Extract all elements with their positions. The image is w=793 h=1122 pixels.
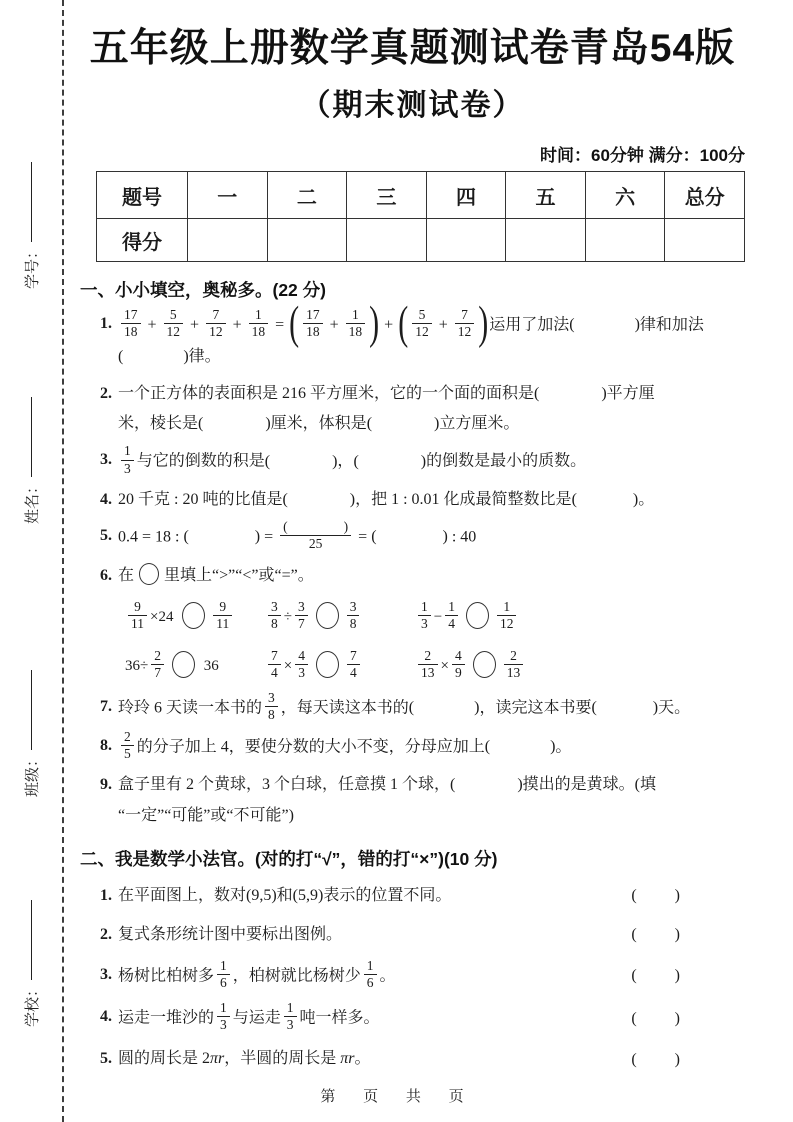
judge-question-row <box>80 1044 745 1074</box>
score-cell <box>506 219 586 262</box>
paper-subtitle: （期末测试卷） <box>300 88 525 122</box>
fraction-numerator: 5 <box>412 307 432 324</box>
fraction-denominator: 18 <box>306 324 320 339</box>
side-label-underline <box>31 670 32 750</box>
score-table <box>96 171 745 262</box>
blank-gap <box>203 427 265 428</box>
fraction-numerator: 2 <box>151 648 164 665</box>
fraction-denominator: 3 <box>298 665 305 681</box>
blank-gap <box>372 427 434 428</box>
answer-blank: ( ) <box>264 452 338 470</box>
compare-circle <box>316 602 339 629</box>
fraction-denominator: 3 <box>220 1017 227 1033</box>
question-number: 7. <box>100 697 112 715</box>
big-paren-close: ) <box>478 297 489 349</box>
fraction-numerator: 1 <box>445 599 458 616</box>
fraction-numerator: 1 <box>217 1000 230 1017</box>
fraction-denominator: 9 <box>454 665 462 681</box>
fraction-numerator: 9 <box>213 599 232 616</box>
score-cell <box>347 219 427 262</box>
judge-question-row <box>80 999 745 1035</box>
answer-blank: ( ) <box>631 967 680 985</box>
fraction-numerator: 1 <box>364 958 377 975</box>
question-number: 4. <box>100 1007 112 1025</box>
side-label-school <box>20 873 42 1027</box>
score-cell <box>585 219 665 262</box>
answer-blank: ( ) <box>631 1009 680 1027</box>
side-label-text: 学校： <box>23 981 41 1027</box>
fraction-numerator: 3 <box>295 599 308 616</box>
compare-item: $\frac{7}{4}$ × $\frac{4}{3}$ $\frac{7}{4}$ <box>265 650 415 683</box>
answer-blank: ( ) <box>631 886 680 904</box>
blank-gap <box>597 711 653 712</box>
blank-gap <box>637 938 675 939</box>
fraction-denominator: 8 <box>271 616 278 632</box>
fraction <box>445 599 458 632</box>
fraction-numerator: 4 <box>452 648 465 665</box>
judge-answer-brackets <box>631 1010 680 1028</box>
score-row-label: 得分 <box>97 219 188 262</box>
score-table-header-cell: 一 <box>188 172 268 219</box>
fraction <box>418 599 431 632</box>
blank-gap <box>288 530 344 531</box>
blank-gap <box>288 503 350 504</box>
question-content: 圆的周长是 2πr，半圆的周长是 πr。 <box>118 1050 371 1068</box>
answer-blank: ( ) <box>484 738 556 756</box>
judge-answer-brackets <box>631 887 680 905</box>
fraction-denominator: 13 <box>506 665 521 681</box>
blank-gap <box>490 750 550 751</box>
question-number: 5. <box>100 527 112 545</box>
fraction <box>364 958 377 991</box>
blank-gap <box>575 328 635 329</box>
fraction-numerator-blank: ( ) <box>280 519 351 536</box>
fraction-denominator: 18 <box>348 324 363 339</box>
score-cell <box>267 219 347 262</box>
answer-blank: ( ) <box>631 926 680 944</box>
judge-question-row <box>80 881 745 911</box>
fraction-denominator: 18 <box>124 324 138 339</box>
big-paren-close: ) <box>369 297 380 349</box>
question-content: 盒子里有 2 个黄球，3 个白球，任意摸 1 个球，( )摸出的是黄球。(填 “一定”“可能”或“不可能”) <box>118 776 657 824</box>
section1-heading: 一、小小填空，奥秘多。(22 分) <box>80 280 326 301</box>
fraction <box>455 307 475 340</box>
fraction-denominator: 11 <box>131 616 144 632</box>
fraction <box>303 307 323 340</box>
blank-gap <box>359 465 421 466</box>
judge-answer-brackets <box>631 967 680 985</box>
question-content: 玲玲 6 天读一本书的 $\frac{3}{8}$ ，每天读这本书的( )，读完这本书要( )天。 <box>118 689 691 722</box>
fraction-numerator: 4 <box>295 648 308 665</box>
question-content: $\frac{1}{3}$ 与它的倒数的积是( )，( )的倒数是最小的质数。 <box>118 445 745 478</box>
section2-heading: 二、我是数学小法官。(对的打“√”，错的打“×”)(10 分) <box>80 849 498 870</box>
fraction <box>418 648 438 681</box>
fraction <box>121 443 134 476</box>
fraction-numerator: 2 <box>418 648 438 665</box>
blank-gap <box>637 899 675 900</box>
blank-gap <box>414 711 474 712</box>
answer-blank: ( ) <box>571 490 639 508</box>
question-number: 1. <box>100 314 112 332</box>
fraction <box>268 648 281 681</box>
compare-item: $\frac{1}{3}$ − $\frac{1}{4}$ $\frac{1}{12}$ <box>415 601 745 634</box>
fraction <box>265 690 278 723</box>
question-number: 4. <box>100 490 112 508</box>
compare-item: $\frac{3}{8}$ ÷ $\frac{3}{7}$ $\frac{3}{8}$ <box>265 601 415 634</box>
fraction-denominator: 12 <box>457 324 472 339</box>
fraction-denominator: 12 <box>166 324 181 339</box>
fraction-denominator: 25 <box>308 536 323 552</box>
answer-blank: ( ) <box>631 1050 680 1068</box>
question-content: 20 千克 : 20 吨的比值是( )，把 1 : 0.01 化成最简整数比是( )。 <box>118 490 655 508</box>
score-table-header-cell: 二 <box>267 172 347 219</box>
side-label-underline <box>31 900 32 980</box>
fraction-denominator: 8 <box>268 706 275 722</box>
fraction-denominator: 3 <box>286 1017 294 1033</box>
side-label-text: 班级： <box>23 751 41 797</box>
fraction <box>217 958 230 991</box>
question-number: 2. <box>100 384 112 402</box>
compare-circle <box>473 651 496 678</box>
blank-gap <box>637 1063 675 1064</box>
question-row <box>80 297 745 373</box>
question-number: 9. <box>100 776 112 794</box>
score-table-header-cell: 三 <box>347 172 427 219</box>
fraction-denominator: 6 <box>220 974 227 990</box>
fraction <box>346 307 366 340</box>
fraction-numerator: 3 <box>265 690 278 707</box>
side-label-student-id <box>20 135 42 289</box>
compare-circle <box>172 651 195 678</box>
blank-gap <box>123 360 183 361</box>
fraction-with-blank <box>280 519 351 552</box>
left-margin-strip <box>0 0 64 1122</box>
score-table-header-row <box>97 172 745 219</box>
score-table-header-cell: 总分 <box>665 172 745 219</box>
fraction-numerator: 1 <box>249 307 269 324</box>
fraction-numerator: 7 <box>347 648 360 665</box>
question-content: 在 里填上“>”“<”或“=”。 <box>118 561 745 591</box>
fraction-denominator: 6 <box>366 974 374 990</box>
fraction-numerator: 9 <box>128 599 147 616</box>
compare-item: 36÷ $\frac{2}{7}$ 36 <box>125 648 219 681</box>
question-number: 1. <box>100 886 112 904</box>
answer-blank: ( ) <box>183 528 261 546</box>
compare-circle <box>182 602 205 629</box>
fraction-denominator: 3 <box>124 460 131 476</box>
answer-blank: ( ) <box>118 348 189 366</box>
fraction-numerator: 3 <box>268 599 281 616</box>
fraction-numerator: 3 <box>347 599 360 616</box>
fraction-numerator: 17 <box>121 307 141 324</box>
fraction-numerator: 7 <box>268 648 281 665</box>
question-content: 在平面图上，数对(9,5)和(5,9)表示的位置不同。 <box>118 886 452 904</box>
compare-circle <box>466 602 489 629</box>
fraction-denominator: 4 <box>349 665 357 681</box>
answer-blank: ( ) <box>534 384 607 402</box>
score-cell <box>665 219 745 262</box>
score-table-header-cell: 五 <box>506 172 586 219</box>
fraction <box>164 307 184 340</box>
question-row <box>80 445 745 478</box>
fraction-denominator: 4 <box>271 665 278 681</box>
question-number: 3. <box>100 965 112 983</box>
fraction-numerator: 1 <box>121 443 134 460</box>
question-content: $\frac{17}{18}$ + $\frac{5}{12}$ + $\frac{7}{12}$ + $\frac{1}{18}$ = ( $\frac{17}{18}$ + $\frac{1}{18}$ ) + ( $\frac{5}{12}$ + $\frac{7}{12}$ )运用了加法( )律和加法 ( )律。 <box>118 297 704 366</box>
fraction-denominator: 12 <box>499 616 514 632</box>
fraction <box>504 648 524 681</box>
fraction <box>206 307 226 340</box>
side-label-text: 姓名： <box>23 478 41 524</box>
fraction <box>249 307 269 340</box>
fraction-denominator: 4 <box>448 616 455 632</box>
answer-blank: ( ) <box>408 699 480 716</box>
answer-blank: ( ) <box>450 776 523 794</box>
judge-answer-brackets <box>631 926 680 944</box>
judge-question-row <box>80 920 745 950</box>
fraction-numerator: 1 <box>346 307 366 324</box>
question-row <box>80 379 745 440</box>
big-paren-open: ( <box>398 297 409 349</box>
blank-gap <box>637 979 675 980</box>
fraction <box>295 648 308 681</box>
fraction <box>452 648 465 681</box>
fraction <box>217 1000 230 1033</box>
question-content: $\frac{2}{5}$ 的分子加上 4，要使分数的大小不变，分母应加上( )。 <box>118 731 745 764</box>
blank-gap <box>189 540 255 541</box>
blank-gap <box>455 788 517 789</box>
question-number: 3. <box>100 451 112 469</box>
fraction-denominator: 12 <box>209 324 223 339</box>
question-number: 2. <box>100 926 112 944</box>
fraction <box>295 599 308 632</box>
fraction <box>412 307 432 340</box>
question-row <box>80 770 745 831</box>
fraction-numerator: 17 <box>303 307 323 324</box>
fraction-denominator: 11 <box>216 616 230 632</box>
question-content: 复式条形统计图中要标出图例。 <box>118 926 343 944</box>
compare-item: $\frac{9}{11}$ ×24 $\frac{9}{11}$ <box>125 601 265 634</box>
score-table-header-cell: 四 <box>426 172 506 219</box>
fraction <box>121 729 134 762</box>
fraction-numerator: 1 <box>217 958 230 975</box>
compare-item: $\frac{2}{13}$ × $\frac{4}{9}$ $\frac{2}{13}$ <box>415 650 745 683</box>
page-footer: 第 页 共 页 <box>320 1089 473 1105</box>
question-row <box>80 731 745 764</box>
question-number: 6. <box>100 566 112 584</box>
fraction-denominator: 7 <box>297 616 305 632</box>
answer-blank: ( ) <box>366 414 440 432</box>
answer-blank: ( ) <box>198 414 271 432</box>
answer-blank: ( ) <box>353 452 427 470</box>
blank-gap <box>577 503 633 504</box>
question-content: 运走一堆沙的 $\frac{1}{3}$ 与运走 $\frac{1}{3}$ 吨一样多。 <box>118 999 380 1033</box>
fraction-denominator: 8 <box>349 616 357 632</box>
question-number: 8. <box>100 737 112 755</box>
answer-blank: ( ) <box>282 490 356 508</box>
blank-gap <box>539 397 601 398</box>
compare-circle <box>316 651 339 678</box>
side-label-underline <box>31 397 32 477</box>
fraction <box>128 599 147 632</box>
fraction <box>284 1000 297 1033</box>
answer-blank: ( ) <box>591 699 659 716</box>
fraction-numerator: 1 <box>497 599 517 616</box>
question-number: 5. <box>100 1050 112 1068</box>
blank-gap <box>637 1022 675 1023</box>
fraction-numerator: 1 <box>418 599 431 616</box>
score-cell <box>426 219 506 262</box>
judge-question-row <box>80 957 745 993</box>
fraction-numerator: 5 <box>164 307 184 324</box>
blank-gap <box>270 465 332 466</box>
question-content: 一个正方体的表面积是 216 平方厘米，它的一个面的面积是( )平方厘 米，棱长是( )厘米，体积是( )立方厘米。 <box>118 384 655 432</box>
fraction-numerator: 2 <box>121 729 134 746</box>
side-label-underline <box>31 162 32 242</box>
fraction-denominator: 18 <box>251 324 266 339</box>
score-table-score-row <box>97 219 745 262</box>
question-content: 杨树比柏树多 $\frac{1}{6}$ ，柏树就比杨树少 $\frac{1}{6}$ 。 <box>118 957 396 990</box>
side-label-text: 学号： <box>23 243 41 289</box>
fraction <box>213 599 232 632</box>
fraction-denominator: 12 <box>415 324 429 339</box>
fraction <box>121 307 141 340</box>
side-label-name <box>20 370 42 524</box>
fraction-denominator: 7 <box>154 665 161 681</box>
compare-grid <box>105 598 745 684</box>
fraction-numerator: 1 <box>284 1000 297 1017</box>
fraction-numerator: 2 <box>504 648 524 665</box>
judge-answer-brackets <box>631 1051 680 1069</box>
question-row <box>80 561 745 591</box>
fraction-numerator: 7 <box>455 307 475 324</box>
side-label-class <box>20 643 42 797</box>
fraction <box>268 599 281 632</box>
paper-content <box>62 0 793 1122</box>
fraction <box>347 599 360 632</box>
fraction-numerator: 7 <box>206 307 226 324</box>
fraction <box>151 648 164 681</box>
score-cell <box>188 219 268 262</box>
compare-circle <box>139 563 159 585</box>
blank-gap <box>377 540 443 541</box>
big-paren-open: ( <box>289 297 300 349</box>
time-score-info: 时间：60分钟 满分：100分 <box>540 145 745 165</box>
fraction-denominator: 5 <box>124 746 131 762</box>
question-row <box>80 485 745 515</box>
score-table-header-cell: 六 <box>585 172 665 219</box>
question-row <box>80 689 745 725</box>
fraction <box>497 599 517 632</box>
fraction-denominator: 13 <box>421 665 435 681</box>
fraction-denominator: 3 <box>421 616 428 632</box>
score-table-header-cell: 题号 <box>97 172 188 219</box>
answer-blank: ( ) <box>371 528 448 546</box>
fraction <box>347 648 360 681</box>
answer-blank: ( ) <box>569 316 640 334</box>
paper-title: 五年级上册数学真题测试卷青岛54版 <box>89 27 736 70</box>
question-row <box>80 521 745 554</box>
question-content: 0.4 = 18 : ( ) = $\frac{( )}{25}$ = ( ) : 40 <box>118 519 477 552</box>
